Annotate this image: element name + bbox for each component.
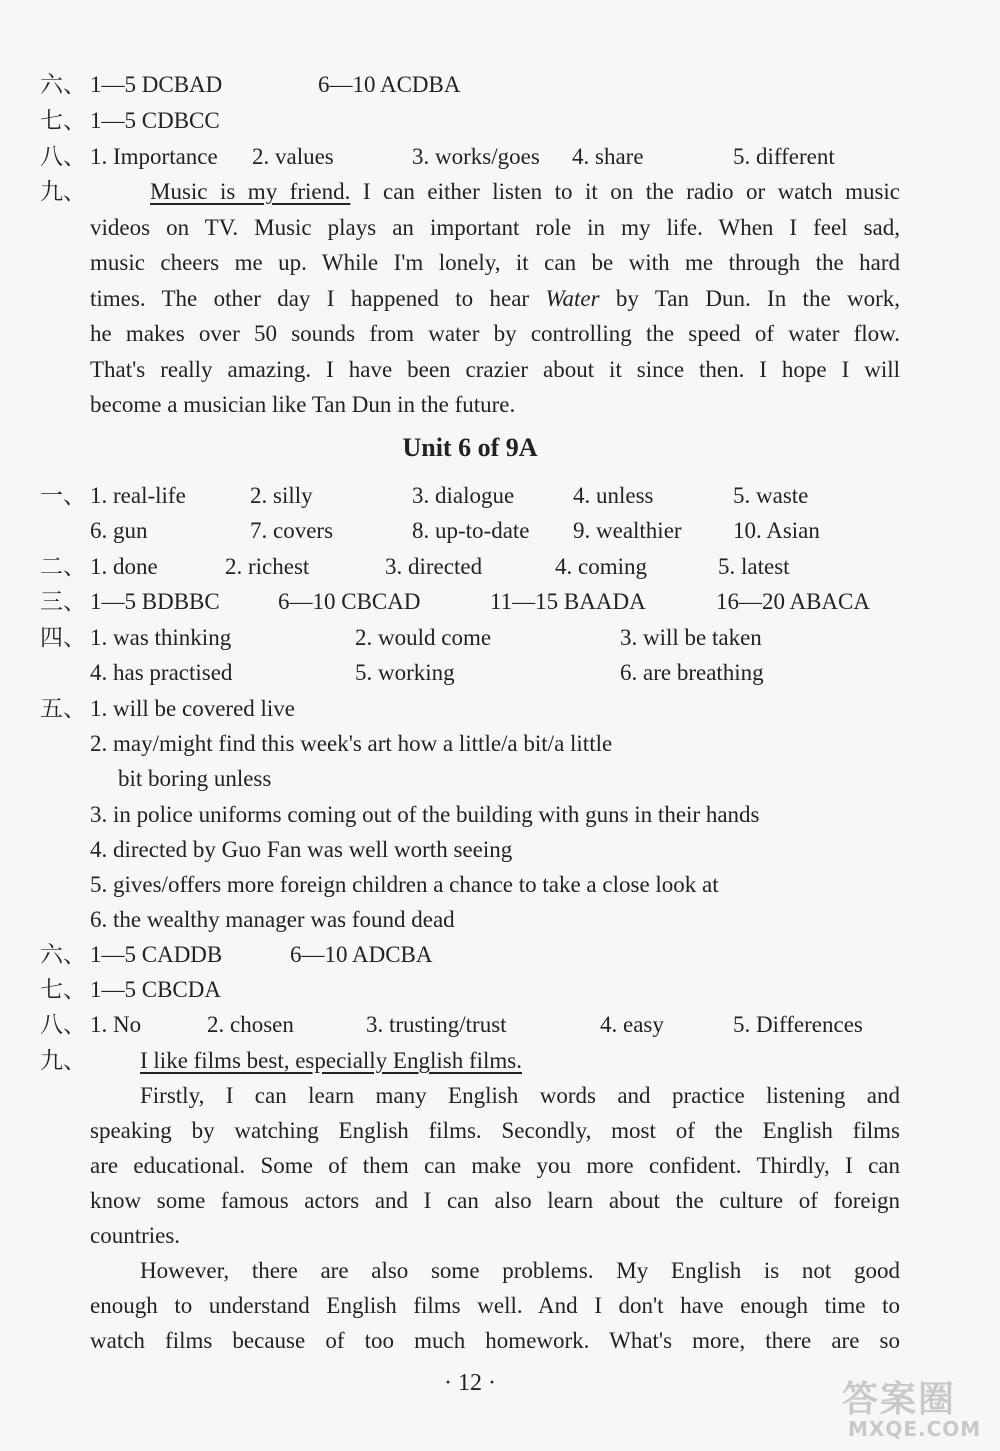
answer-line: 2. may/might find this week's art how a little/a bit/a little: [90, 731, 613, 756]
essay-text: I can either listen to it on the radio or watch music: [362, 179, 901, 204]
answer-group: 1—5 BDBBC: [90, 589, 220, 614]
essay-text: he makes over 50 sounds from water by controlling the speed of water flow.: [90, 321, 900, 346]
answer-group: 16—20 ABACA: [716, 589, 870, 614]
answer-item: 3. will be taken: [620, 625, 762, 650]
answer-item: 4. coming: [555, 554, 647, 579]
essay-text: That's really amazing. I have been crazier about it since then. I hope I will: [90, 357, 900, 382]
answer-item: 4. share: [572, 144, 644, 169]
essay-text: videos on TV. Music plays an important role in my life. When I feel sad,: [90, 215, 900, 240]
essay-text: However, there are also some problems. My English is not good: [140, 1258, 900, 1283]
answer-item: 4. unless: [573, 483, 654, 508]
answer-item: 3. works/goes: [412, 144, 540, 169]
section-label: 七、: [40, 977, 86, 1002]
essay-line: [150, 177, 900, 207]
answer-item: 2. chosen: [207, 1012, 294, 1037]
essay-text: countries.: [90, 1223, 181, 1248]
section-label: 七、: [40, 108, 86, 133]
essay-text: times. The other day I happened to hear: [90, 286, 530, 311]
section-label: 九、: [40, 179, 86, 204]
answer-item: 2. silly: [250, 483, 313, 508]
section-label: 六、: [40, 942, 86, 967]
answer-line: 3. in police uniforms coming out of the building with guns in their hands: [90, 802, 760, 827]
answer-item: 2. values: [252, 144, 334, 169]
essay-text: enough to understand English films well. And I don't have enough time to: [90, 1293, 900, 1318]
section-label: 八、: [40, 144, 86, 169]
essay-text-row: [90, 284, 900, 314]
page-number: · 12 ·: [444, 1370, 496, 1396]
section-label: 六、: [40, 72, 86, 97]
watermark-url: MXQE.COM: [848, 1417, 982, 1441]
answer-item: 8. up-to-date: [412, 518, 530, 543]
section-label: 九、: [40, 1048, 86, 1073]
essay-text: by Tan Dun. In the work,: [615, 286, 901, 311]
answer-line: bit boring unless: [118, 766, 272, 791]
answer-group: 6—10 ADCBA: [290, 942, 433, 967]
work-title: Water: [545, 286, 600, 311]
answer-group: 11—15 BAADA: [490, 589, 646, 614]
essay-text: watch films because of too much homework. What's more, there are so: [90, 1328, 900, 1353]
unit-title: Unit 6 of 9A: [402, 433, 538, 462]
answer-item: 1. No: [90, 1012, 142, 1037]
section-label: 四、: [40, 625, 86, 650]
answer-group: 1—5 DCBAD: [90, 72, 223, 97]
answer-item: 3. directed: [385, 554, 483, 579]
essay-text: are educational. Some of them can make you more confident. Thirdly, I can: [90, 1153, 900, 1178]
section-label: 三、: [40, 589, 86, 614]
answer-item: 5. working: [355, 660, 455, 685]
answer-item: 2. richest: [225, 554, 310, 579]
answer-group: 6—10 CBCAD: [278, 589, 421, 614]
answer-item: 4. easy: [600, 1012, 664, 1037]
answer-item: 3. dialogue: [412, 483, 515, 508]
answer-line: 4. directed by Guo Fan was well worth seeing: [90, 837, 513, 862]
answer-item: 4. has practised: [90, 660, 233, 685]
answer-group: 6—10 ACDBA: [318, 72, 461, 97]
answer-line: 6. the wealthy manager was found dead: [90, 907, 455, 932]
essay-text: Firstly, I can learn many English words and practice listening and: [140, 1083, 900, 1108]
answer-item: 1. Importance: [90, 144, 218, 169]
answer-item: 5. waste: [733, 483, 809, 508]
answer-line: 1. will be covered live: [90, 696, 296, 721]
answer-item: 10. Asian: [733, 518, 820, 543]
section-label: 二、: [40, 554, 86, 579]
essay-text: speaking by watching English films. Secondly, most of the English films: [90, 1118, 900, 1143]
answer-group: 1—5 CDBCC: [90, 108, 220, 133]
answer-item: 5. different: [733, 144, 835, 169]
answer-item: 6. gun: [90, 518, 148, 543]
essay-text: become a musician like Tan Dun in the future.: [90, 392, 516, 417]
section-label: 八、: [40, 1012, 86, 1037]
section-label: 一、: [40, 483, 86, 508]
essay-text: music cheers me up. While I'm lonely, it can be with me through the hard: [90, 250, 900, 275]
essay-text: know some famous actors and I can also learn about the culture of foreign: [90, 1188, 900, 1213]
answer-item: 9. wealthier: [573, 518, 682, 543]
answer-item: 6. are breathing: [620, 660, 764, 685]
essay-title: I like films best, especially English films.: [140, 1048, 522, 1073]
answer-group: 1—5 CBCDA: [90, 977, 221, 1002]
answer-item: 2. would come: [355, 625, 492, 650]
answer-item: 1. real-life: [90, 483, 186, 508]
answer-item: 7. covers: [250, 518, 334, 543]
watermark-logo: [840, 1371, 990, 1443]
answer-item: 5. latest: [718, 554, 790, 579]
section-label: 五、: [40, 696, 86, 721]
essay-title: Music is my friend.: [150, 179, 351, 204]
answer-group: 1—5 CADDB: [90, 942, 223, 967]
answer-item: 1. was thinking: [90, 625, 232, 650]
answer-item: 3. trusting/trust: [366, 1012, 507, 1037]
answer-item: 1. done: [90, 554, 158, 579]
answer-line: 5. gives/offers more foreign children a chance to take a close look at: [90, 872, 719, 897]
watermark-text: 答案圈: [842, 1379, 957, 1420]
answer-item: 5. Differences: [733, 1012, 863, 1037]
